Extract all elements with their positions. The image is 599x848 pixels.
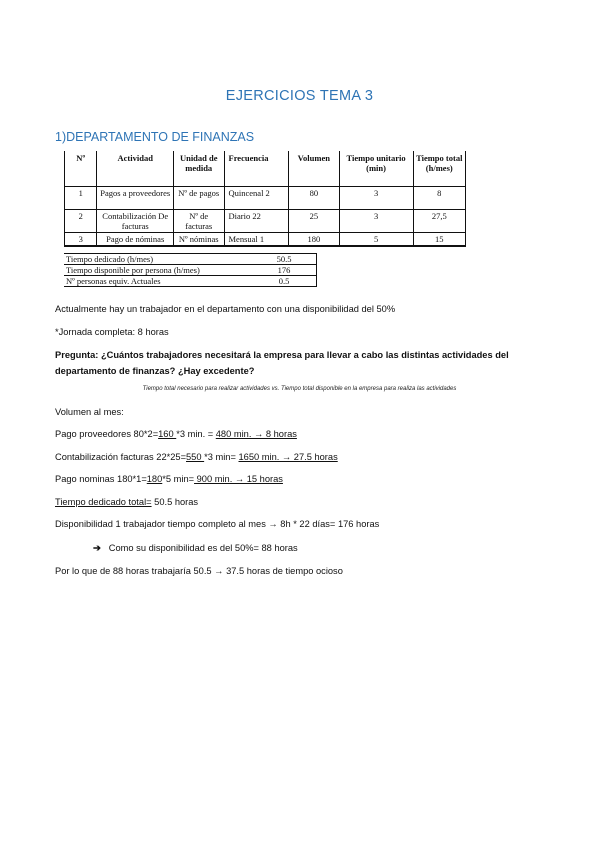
- summary-label: Tiempo dedicado (h/mes): [64, 254, 252, 265]
- header-total-time: Tiempo total (h/mes): [413, 151, 465, 187]
- volume-label: Volumen al mes:: [55, 407, 124, 417]
- summary-label: Nº personas equiv. Actuales: [64, 276, 252, 287]
- text-part: 480 min. → 8 horas: [215, 429, 297, 439]
- question-line-1: Pregunta: ¿Cuántos trabajadores necesitará la empresa para llevar a cabo las distintas actividades del: [55, 350, 509, 360]
- cell-activity: Pagos a proveedores: [97, 187, 174, 210]
- cell-activity: Contabilización De facturas: [97, 210, 174, 233]
- page-title: EJERCICIOS TEMA 3: [225, 88, 374, 104]
- cell-activity: Pago de nóminas: [97, 233, 174, 247]
- section-heading: 1)DEPARTAMENTO DE FINANZAS: [55, 130, 255, 144]
- text-part: *3 min. =: [176, 429, 216, 439]
- table-row: [65, 233, 466, 247]
- header-unit-time: Tiempo unitario (min): [339, 151, 413, 187]
- summary-row: [64, 276, 317, 287]
- question-line-2: departamento de finanzas? ¿Hay excedente?: [55, 366, 255, 376]
- text-part: Tiempo dedicado total=: [55, 497, 152, 507]
- cell-no: 2: [65, 210, 97, 233]
- header-volume: Volumen: [289, 151, 340, 187]
- table-row: [65, 210, 466, 233]
- cell-total-time: 15: [413, 233, 465, 247]
- table-row: [65, 187, 466, 210]
- summary-table: [64, 253, 317, 287]
- text-part: 160: [158, 429, 177, 439]
- cell-frequency: Quincenal 2: [224, 187, 289, 210]
- summary-value: 0.5: [252, 276, 317, 287]
- text-part: Pago nominas 180*1=: [55, 474, 147, 484]
- table-header-row: [65, 151, 466, 187]
- cell-unit-time: 3: [339, 187, 413, 210]
- pago-proveedores-line: [55, 429, 297, 439]
- disponibilidad-line: Disponibilidad 1 trabajador tiempo completo al mes → 8h * 22 días= 176 horas: [55, 519, 380, 529]
- total-line: [55, 497, 198, 507]
- summary-row: [64, 265, 317, 276]
- arrow-bullet-text: Como su disponibilidad es del 50%= 88 horas: [108, 543, 298, 553]
- current-staff-text: Actualmente hay un trabajador en el departamento con una disponibilidad del 50%: [55, 304, 396, 314]
- header-unit: Unidad de medida: [173, 151, 224, 187]
- cell-unit-time: 3: [339, 210, 413, 233]
- nominas-line: [55, 474, 283, 484]
- cell-total-time: 27,5: [413, 210, 465, 233]
- text-part: *3 min=: [204, 452, 239, 462]
- header-frequency: Frecuencia: [224, 151, 289, 187]
- cell-unit: Nº nóminas: [173, 233, 224, 247]
- arrow-bullet-icon: ➔: [93, 543, 101, 553]
- text-part: 900 min. → 15 horas: [194, 474, 283, 484]
- cell-volume: 180: [289, 233, 340, 247]
- summary-row: [64, 254, 317, 265]
- cell-unit: Nº de pagos: [173, 187, 224, 210]
- jornada-text: *Jornada completa: 8 horas: [55, 327, 169, 337]
- cell-no: 1: [65, 187, 97, 210]
- text-part: 180: [146, 474, 163, 484]
- contabilizacion-line: [55, 452, 338, 462]
- caption-text: Tiempo total necesario para realizar actividades vs. Tiempo total disponible en la empresa para realiza las actividades: [142, 386, 457, 392]
- header-activity: Actividad: [97, 151, 174, 187]
- cell-frequency: Mensual 1: [224, 233, 289, 247]
- conclusion-line: Por lo que de 88 horas trabajaría 50.5 → 37.5 horas de tiempo ocioso: [55, 566, 343, 576]
- cell-unit: Nº de facturas: [173, 210, 224, 233]
- text-part: Contabilización facturas 22*25=: [55, 452, 187, 462]
- arrow-bullet-line: [93, 543, 298, 554]
- cell-no: 3: [65, 233, 97, 247]
- header-no: Nº: [65, 151, 97, 187]
- summary-label: Tiempo disponible por persona (h/mes): [64, 265, 252, 276]
- cell-frequency: Diario 22: [224, 210, 289, 233]
- text-part: 550: [186, 452, 205, 462]
- cell-unit-time: 5: [339, 233, 413, 247]
- summary-value: 176: [252, 265, 317, 276]
- text-part: 50.5 horas: [151, 497, 199, 507]
- activity-table: [64, 151, 466, 247]
- text-part: Pago proveedores 80*2=: [55, 429, 159, 439]
- summary-value: 50.5: [252, 254, 317, 265]
- cell-volume: 25: [289, 210, 340, 233]
- text-part: 1650 min. → 27.5 horas: [238, 452, 338, 462]
- cell-volume: 80: [289, 187, 340, 210]
- cell-total-time: 8: [413, 187, 465, 210]
- text-part: *5 min=: [162, 474, 195, 484]
